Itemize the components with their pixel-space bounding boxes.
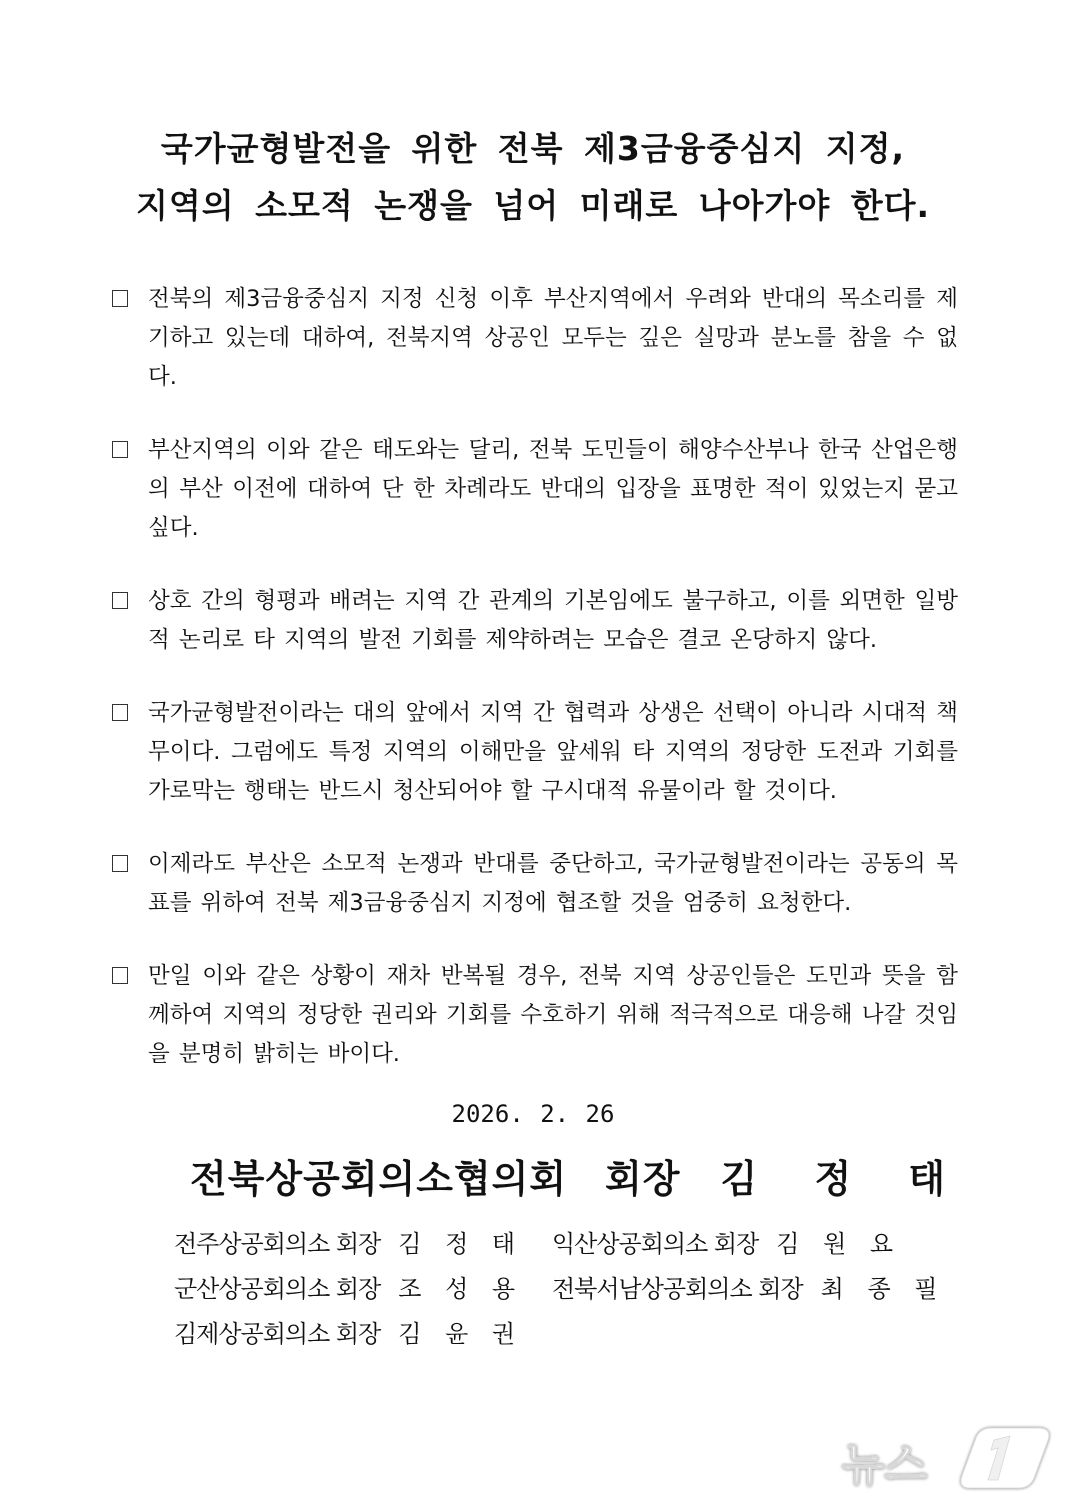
checkbox-bullet-icon — [112, 592, 128, 609]
main-signatory-name: 김 정 태 — [720, 1157, 968, 1201]
paragraph-1: 전북의 제3금융중심지 지정 신청 이후 부산지역에서 우려와 반대의 목소리를 제기하고 있는데 대하여, 전북지역 상공인 모두는 깊은 실망과 분노를 참을 수 없다. — [108, 280, 958, 397]
member-signatory: 전주상공회의소 회장 김 정 태 — [174, 1230, 524, 1258]
paragraph-6: 만일 이와 같은 상황이 재차 반복될 경우, 전북 지역 상공인들은 도민과 뜻을 함께하여 지역의 정당한 권리와 기회를 수호하기 위해 적극적으로 대응해 나갈 것임을 분명히 밝히는 바이다. — [108, 957, 958, 1074]
main-signatory-role: 회장 — [605, 1157, 681, 1201]
paragraph-2: 부산지역의 이와 같은 태도와는 달리, 전북 도민들이 해양수산부나 한국 산업은행의 부산 이전에 대하여 단 한 차례라도 반대의 입장을 표명한 적이 있었는지 묻고 싶다. — [108, 431, 958, 548]
paragraph-3: 상호 간의 형평과 배려는 지역 간 관계의 기본임에도 불구하고, 이를 외면한 일방적 논리로 타 지역의 발전 기회를 제약하려는 모습은 결코 온당하지 않다. — [108, 582, 958, 660]
member-signatory: 군산상공회의소 회장 조 성 용 — [174, 1275, 524, 1303]
news1-watermark — [838, 1418, 1058, 1498]
paragraph-5: 이제라도 부산은 소모적 논쟁과 반대를 중단하고, 국가균형발전이라는 공동의 목표를 위하여 전북 제3금융중심지 지정에 협조할 것을 엄중히 요청한다. — [108, 845, 958, 923]
main-signatory-organization: 전북상공회의소협의회 — [190, 1157, 568, 1201]
checkbox-bullet-icon — [112, 855, 128, 872]
member-signatory: 전북서남상공회의소 회장 최 종 필 — [552, 1275, 946, 1303]
title-line-1: 국가균형발전을 위한 전북 제3금융중심지 지정, — [160, 129, 906, 168]
document-date: 2026. 2. 26 — [451, 1100, 615, 1128]
main-signatory — [190, 1148, 967, 1203]
checkbox-bullet-icon — [112, 290, 128, 307]
checkbox-bullet-icon — [112, 441, 128, 458]
paragraph-4: 국가균형발전이라는 대의 앞에서 지역 간 협력과 상생은 선택이 아니라 시대적 책무이다. 그럼에도 특정 지역의 이해만을 앞세워 타 지역의 정당한 도전과 기회를 가로막는 행태는 반드시 청산되어야 할 구시대적 유물이라 할 것이다. — [108, 694, 958, 811]
title-line-2: 지역의 소모적 논쟁을 넘어 미래로 나아가야 한다. — [135, 186, 931, 225]
news1-logo-icon — [838, 1418, 1058, 1498]
checkbox-bullet-icon — [112, 704, 128, 721]
document-title — [0, 120, 1066, 234]
checkbox-bullet-icon — [112, 967, 128, 984]
svg-text:뉴스: 뉴스 — [842, 1440, 928, 1491]
statement-body — [108, 280, 958, 1108]
member-signatory: 익산상공회의소 회장 김 원 요 — [552, 1230, 902, 1258]
member-signatory: 김제상공회의소 회장 김 윤 권 — [174, 1320, 524, 1348]
